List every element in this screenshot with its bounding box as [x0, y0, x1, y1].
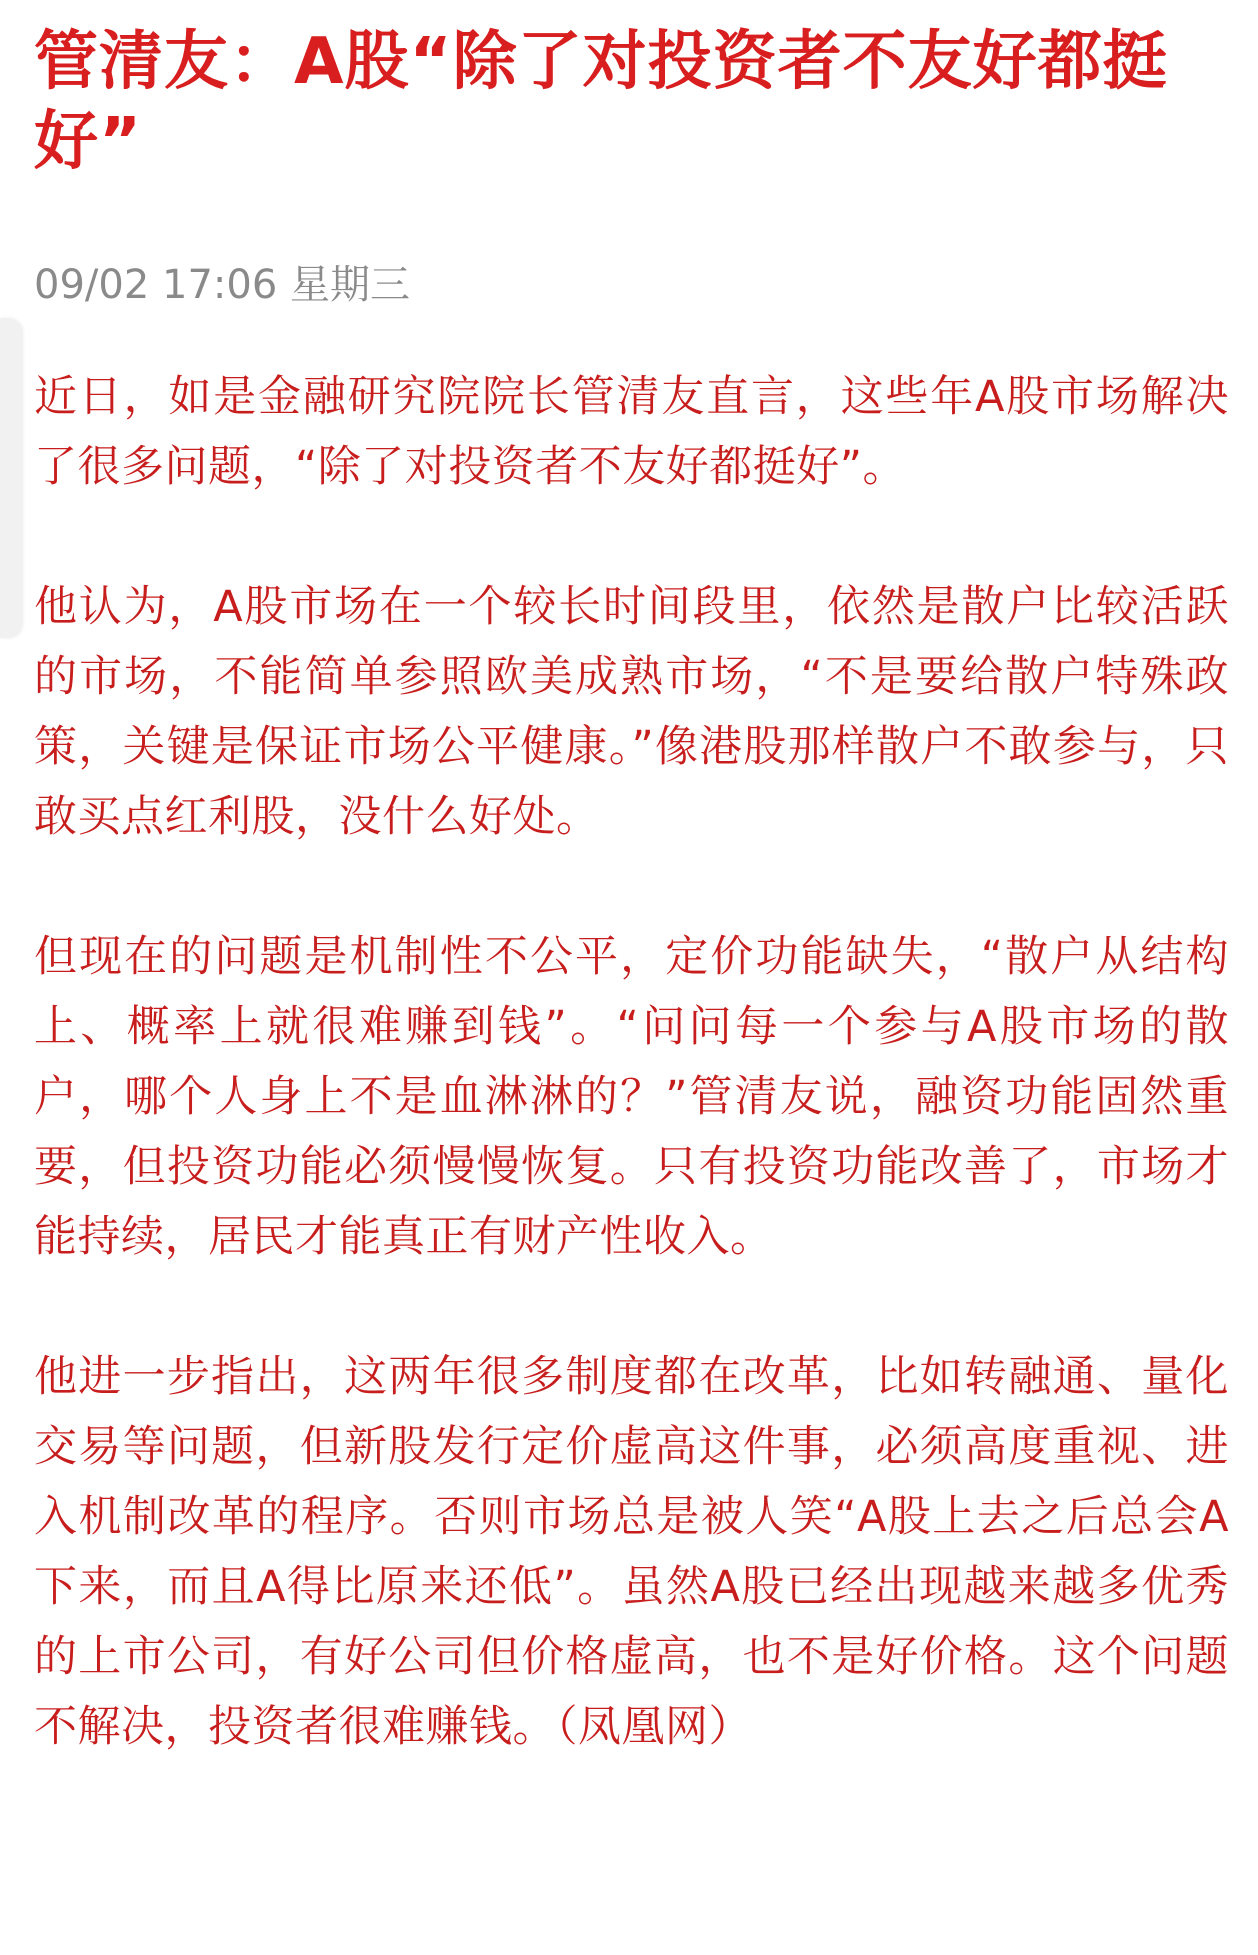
paragraph-4: 他进一步指出，这两年很多制度都在改革，比如转融通、量化交易等问题，但新股发行定价虚高这件事，必须高度重视、进入机制改革的程序。否则市场总是被人笑“A股上去之后总会A下来，而且A得比原来还低”。虽然A股已经出现越来越多优秀的上市公司，有好公司但价格虚高，也不是好价格。这个问题不解决，投资者很难赚钱。（凤凰网） — [34, 1352, 1229, 1752]
article-title: 管清友：A股“除了对投资者不友好都挺好” — [34, 25, 1168, 179]
article — [34, 22, 1229, 1762]
paragraph-1: 近日，如是金融研究院院长管清友直言，这些年A股市场解决了很多问题，“除了对投资者不友好都挺好”。 — [34, 372, 1229, 492]
publish-date: 09/02 17:06 — [34, 262, 278, 308]
publish-weekday: 星期三 — [289, 262, 410, 308]
article-meta — [34, 260, 1229, 310]
edge-scroll-handle[interactable] — [0, 318, 22, 638]
article-body — [34, 362, 1229, 1762]
paragraph-2: 他认为，A股市场在一个较长时间段里，依然是散户比较活跃的市场，不能简单参照欧美成熟市场，“不是要给散户特殊政策，关键是保证市场公平健康。”像港股那样散户不敢参与，只敢买点红利股，没什么好处。 — [34, 582, 1229, 842]
paragraph-3: 但现在的问题是机制性不公平，定价功能缺失，“散户从结构上、概率上就很难赚到钱”。“问问每一个参与A股市场的散户，哪个人身上不是血淋淋的？”管清友说，融资功能固然重要，但投资功能必须慢慢恢复。只有投资功能改善了，市场才能持续，居民才能真正有财产性收入。 — [34, 932, 1229, 1262]
